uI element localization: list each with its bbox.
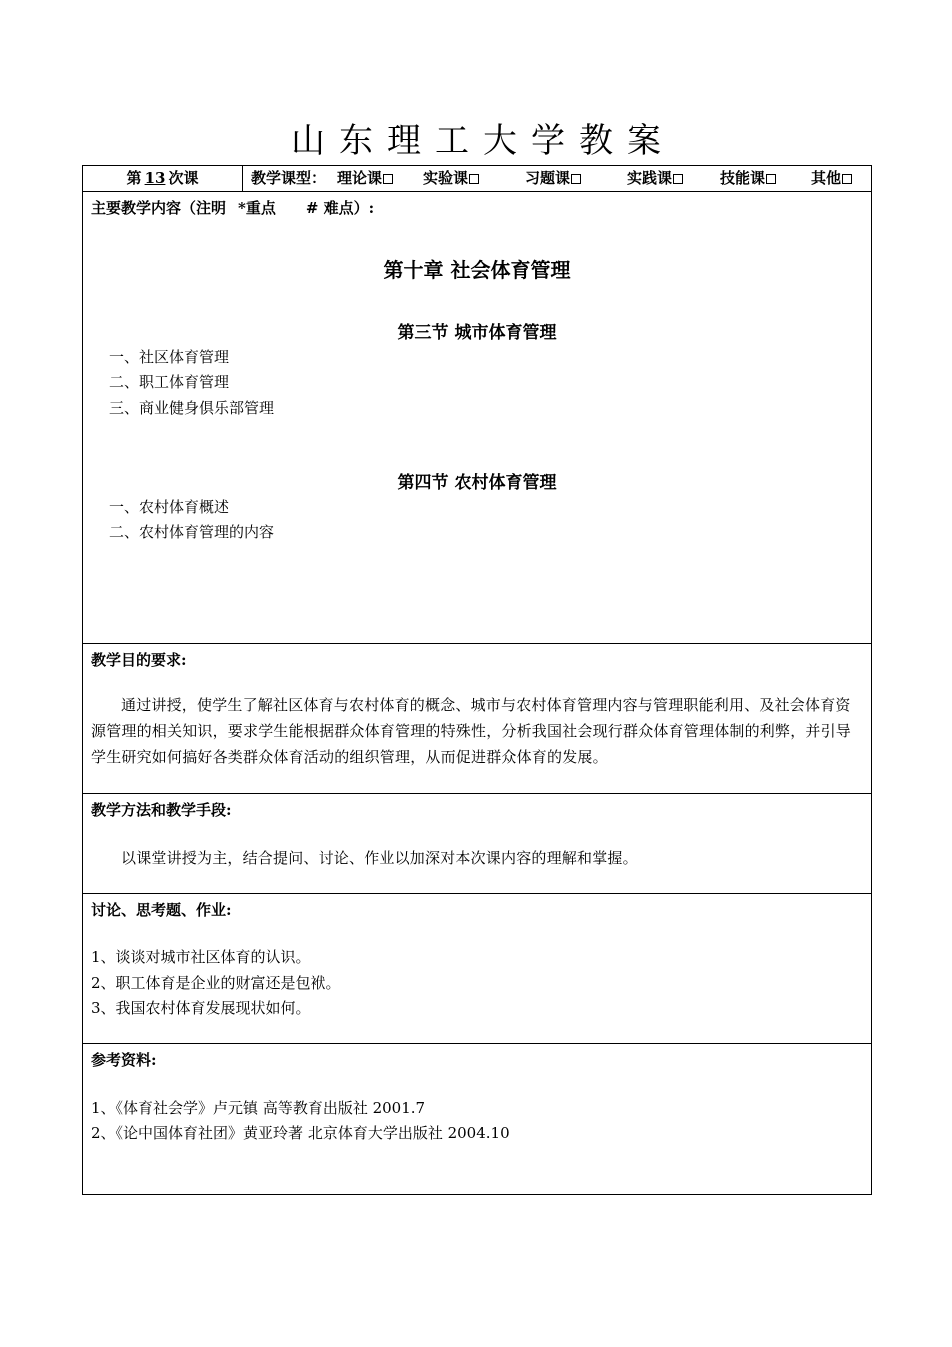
page-title: 山东理工大学教案 — [291, 121, 675, 161]
checkbox-icon[interactable] — [383, 174, 393, 184]
list-item: 二、农村体育管理的内容 — [109, 523, 275, 541]
lesson-plan-table — [82, 165, 872, 1195]
option-experiment[interactable]: 实验课 — [423, 166, 479, 191]
chapter-heading: 第十章 社会体育管理 — [383, 258, 571, 282]
main-content-section — [83, 192, 871, 644]
list-item: 一、农村体育概述 — [109, 498, 230, 516]
checkbox-icon[interactable] — [842, 174, 852, 184]
discussion-label: 讨论、思考题、作业: — [91, 901, 232, 919]
list-item: 三、商业健身俱乐部管理 — [109, 399, 275, 417]
list-item: 1、《体育社会学》卢元镇 高等教育出版社 2001.7 — [91, 1099, 426, 1117]
content-label: 主要教学内容（注明 *重点 # 难点）: — [91, 199, 375, 217]
course-type-label: 教学课型： — [251, 169, 327, 187]
methods-label: 教学方法和教学手段: — [91, 801, 232, 819]
references-section — [83, 1044, 871, 1194]
methods-section — [83, 794, 871, 894]
option-practice[interactable]: 实践课 — [627, 166, 683, 191]
list-item: 1、谈谈对城市社区体育的认识。 — [91, 948, 311, 966]
option-other[interactable]: 其他 — [811, 166, 852, 191]
objectives-section — [83, 644, 871, 794]
lesson-number-cell — [83, 166, 243, 191]
references-label: 参考资料: — [91, 1051, 157, 1069]
list-item: 二、职工体育管理 — [109, 373, 230, 391]
lesson-prefix: 第 — [126, 169, 142, 187]
objectives-text: 通过讲授，使学生了解社区体育与农村体育的概念、城市与农村体育管理内容与管理职能利用、及社会体育资源管理的相关知识，要求学生能根据群众体育管理的特殊性，分析我国社会现行群众体育管理体制的利弊，并引导学生研究如何搞好各类群众体育活动的组织管理，从而促进群众体育的发展。 — [91, 696, 852, 766]
lesson-number: 13 — [144, 169, 166, 187]
option-exercise[interactable]: 习题课 — [525, 166, 581, 191]
header-row — [83, 166, 871, 192]
section-heading: 第三节 城市体育管理 — [397, 323, 557, 343]
section-heading: 第四节 农村体育管理 — [397, 473, 557, 493]
lesson-suffix: 次课 — [168, 169, 199, 187]
list-item: 2、《论中国体育社团》黄亚玲著 北京体育大学出版社 2004.10 — [91, 1124, 510, 1142]
objectives-label: 教学目的要求: — [91, 651, 187, 669]
option-skill[interactable]: 技能课 — [720, 166, 776, 191]
methods-text: 以课堂讲授为主，结合提问、讨论、作业以加深对本次课内容的理解和掌握。 — [121, 849, 638, 867]
list-item: 一、社区体育管理 — [109, 348, 230, 366]
list-item: 2、职工体育是企业的财富还是包袱。 — [91, 974, 341, 992]
discussion-section — [83, 894, 871, 1044]
list-item: 3、我国农村体育发展现状如何。 — [91, 999, 311, 1017]
checkbox-icon[interactable] — [571, 174, 581, 184]
option-theory[interactable]: 理论课 — [337, 166, 393, 191]
checkbox-icon[interactable] — [766, 174, 776, 184]
checkbox-icon[interactable] — [673, 174, 683, 184]
checkbox-icon[interactable] — [469, 174, 479, 184]
